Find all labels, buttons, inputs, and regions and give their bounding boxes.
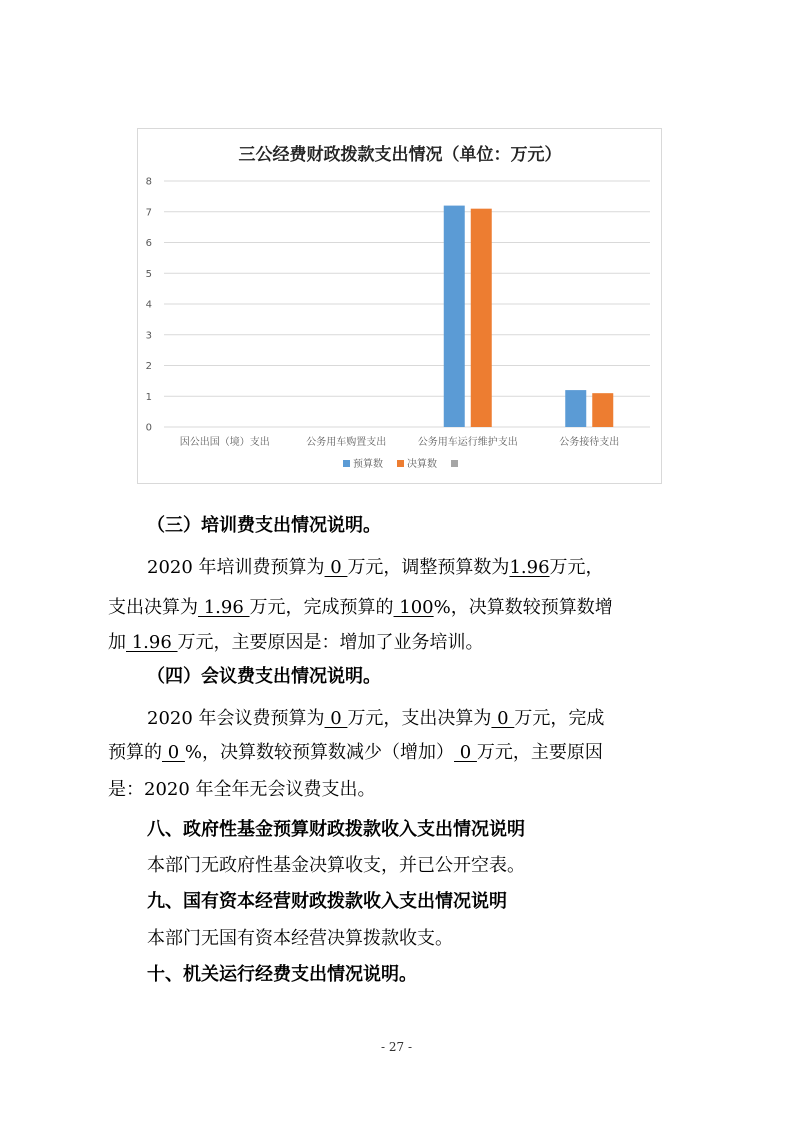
bar-budget-3 [565,390,586,427]
x-category-label: 公务接待支出 [559,437,620,448]
bar-budget-2 [444,206,465,427]
meeting-line-1: 2020 年会议费预算为 0 万元，支出决算为 0 万元，完成 [147,708,605,729]
training-line-2: 支出决算为 1.96 万元，完成预算的 100%，决算数较预算数增 [108,597,613,618]
gov-fund-heading: 八、政府性基金预算财政拨款收入支出情况说明 [147,819,525,840]
training-line-3: 加 1.96 万元，主要原因是：增加了业务培训。 [108,632,484,653]
legend-label: 预算数 [353,459,383,470]
y-tick-label: 8 [145,176,152,188]
y-tick-label: 5 [145,268,152,280]
page-number: - 27 - [380,1040,412,1054]
operation-heading: 十、机关运行经费支出情况说明。 [147,964,417,985]
x-category-label: 公务用车运行维护支出 [417,437,518,448]
x-category-label: 公务用车购置支出 [306,437,387,448]
meeting-heading: （四）会议费支出情况说明。 [147,666,381,687]
y-tick-label: 1 [145,391,152,403]
legend-swatch [397,460,404,467]
y-tick-label: 2 [145,361,152,372]
y-tick-label: 3 [145,330,152,342]
meeting-line-3: 是：2020 年全年无会议费支出。 [108,779,376,800]
training-heading: （三）培训费支出情况说明。 [147,515,381,536]
chart-container [137,128,662,484]
state-capital-text: 本部门无国有资本经营决算拨款收支。 [147,928,453,949]
x-category-label: 因公出国（境）支出 [179,437,270,448]
y-tick-label: 4 [145,299,152,311]
y-tick-label: 6 [145,238,152,249]
y-tick-label: 7 [145,207,152,219]
state-capital-heading: 九、国有资本经营财政拨款收入支出情况说明 [147,891,507,912]
gov-fund-text: 本部门无政府性基金决算收支，并已公开空表。 [147,855,525,876]
legend-swatch [451,460,458,467]
bar-chart [138,129,663,485]
bar-final-2 [471,209,492,427]
chart-title: 三公经费财政拨款支出情况（单位：万元） [238,145,562,165]
training-line-1: 2020 年培训费预算为 0 万元，调整预算数为1.96万元， [147,557,604,578]
legend-label: 决算数 [407,459,437,470]
bar-final-3 [592,393,613,427]
y-tick-label: 0 [145,422,152,434]
legend-swatch [343,460,350,467]
meeting-line-2: 预算的 0 %，决算数较预算数减少（增加） 0 万元，主要原因 [108,742,603,763]
